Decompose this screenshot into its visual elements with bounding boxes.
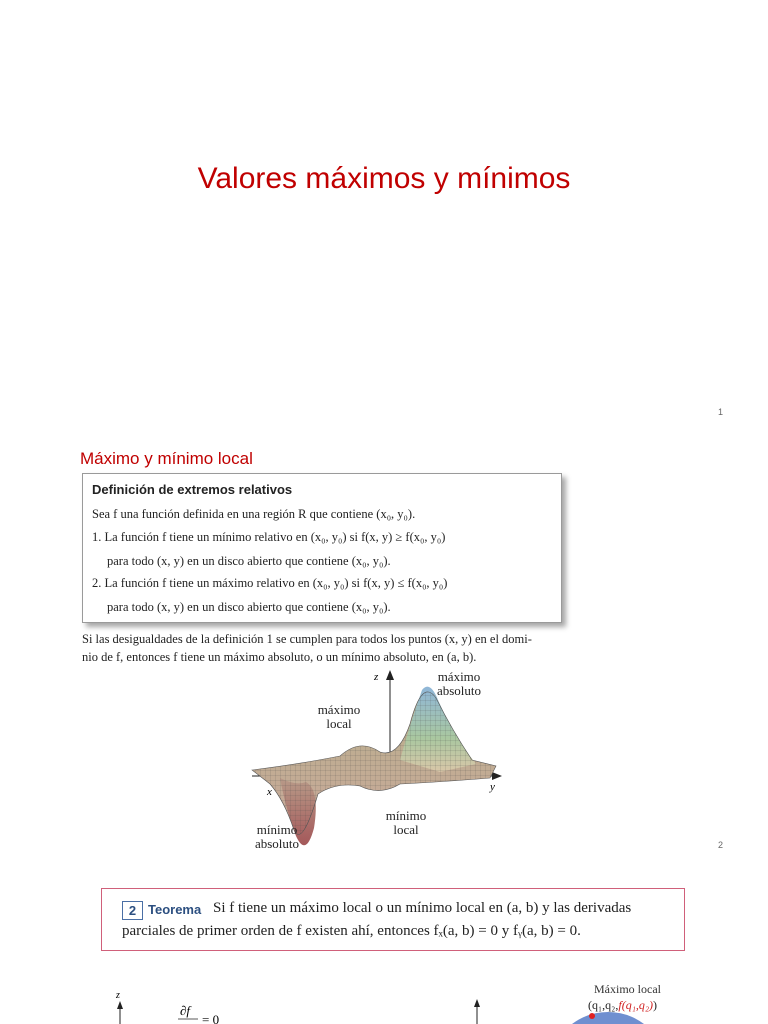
label-loc-max-line1: máximo <box>317 702 361 717</box>
max-local-coords-black: (q₁,q₂, <box>588 998 619 1012</box>
definition-item-1: 1. La función f tiene un mínimo relativo en (x₀, y₀) si f(x, y) ≥ f(x₀, y₀) <box>92 530 446 544</box>
slide-title: Valores máximos y mínimos <box>197 162 571 195</box>
label-abs-max-line1: máximo <box>437 669 481 684</box>
definition-intro: Sea f una función definida en una región R que contiene (x₀, y₀). <box>92 507 416 521</box>
definition-item-2-cont: para todo (x, y) en un disco abierto que contiene (x₀, y₀). <box>107 600 391 614</box>
theorem-box <box>101 888 685 951</box>
label-absolute-maximum <box>424 670 494 698</box>
page-number-2: 2 <box>718 840 724 850</box>
paragraph-line-1: Si las desigualdades de la definición 1 se cumplen para todos los puntos (x, y) en el domi- <box>82 632 532 646</box>
max-local-label: Máximo local <box>594 982 661 996</box>
page-number: 1 <box>718 407 724 417</box>
theorem-line-2: parciales de primer orden de f existen ahí, entonces fₓ(a, b) = 0 y fᵧ(a, b) = 0. <box>122 923 581 939</box>
max-local-surface <box>568 1010 648 1024</box>
max-local-coords-end: ) <box>653 998 658 1012</box>
z-axis-label: z <box>374 671 379 683</box>
theorem-word: Teorema <box>148 902 202 917</box>
paragraph-line-2: nio de f, entonces f tiene un máximo absoluto, o un mínimo absoluto, en (a, b). <box>82 650 477 664</box>
partial-rhs: = 0 <box>202 1012 220 1024</box>
max-local-coords-red: f(q₁,q₂) <box>618 998 654 1012</box>
bottom-z-axis-label: z <box>116 990 120 1001</box>
x-axis-label: x <box>267 786 272 798</box>
label-local-minimum <box>376 809 436 837</box>
label-absolute-minimum <box>244 823 310 851</box>
label-abs-min-line1: mínimo <box>256 822 298 837</box>
bottom-center-axis <box>465 995 495 1024</box>
label-loc-max-line2: local <box>326 716 352 731</box>
definition-item-2: 2. La función f tiene un máximo relativo en (x₀, y₀) si f(x, y) ≤ f(x₀, y₀) <box>92 576 448 590</box>
bottom-left-figure <box>100 985 260 1024</box>
section-heading: Máximo y mínimo local <box>80 449 253 468</box>
label-loc-min-line2: local <box>393 822 419 837</box>
label-abs-max-line2: absoluto <box>436 683 482 698</box>
max-local-point <box>589 1013 595 1019</box>
y-axis-label: y <box>490 781 495 793</box>
theorem-line-1: Si f tiene un máximo local o un mínimo local en (a, b) y las derivadas <box>213 900 632 916</box>
definition-item-1-cont: para todo (x, y) en un disco abierto que contiene (x₀, y₀). <box>107 554 391 568</box>
label-loc-min-line1: mínimo <box>385 808 427 823</box>
definition-title: Definición de extremos relativos <box>92 482 293 497</box>
theorem-number: 2 <box>122 901 143 920</box>
label-abs-min-line2: absoluto <box>254 836 300 851</box>
label-local-maximum <box>304 703 374 731</box>
partial-numerator: ∂f <box>180 1003 191 1018</box>
definition-box <box>82 473 562 623</box>
